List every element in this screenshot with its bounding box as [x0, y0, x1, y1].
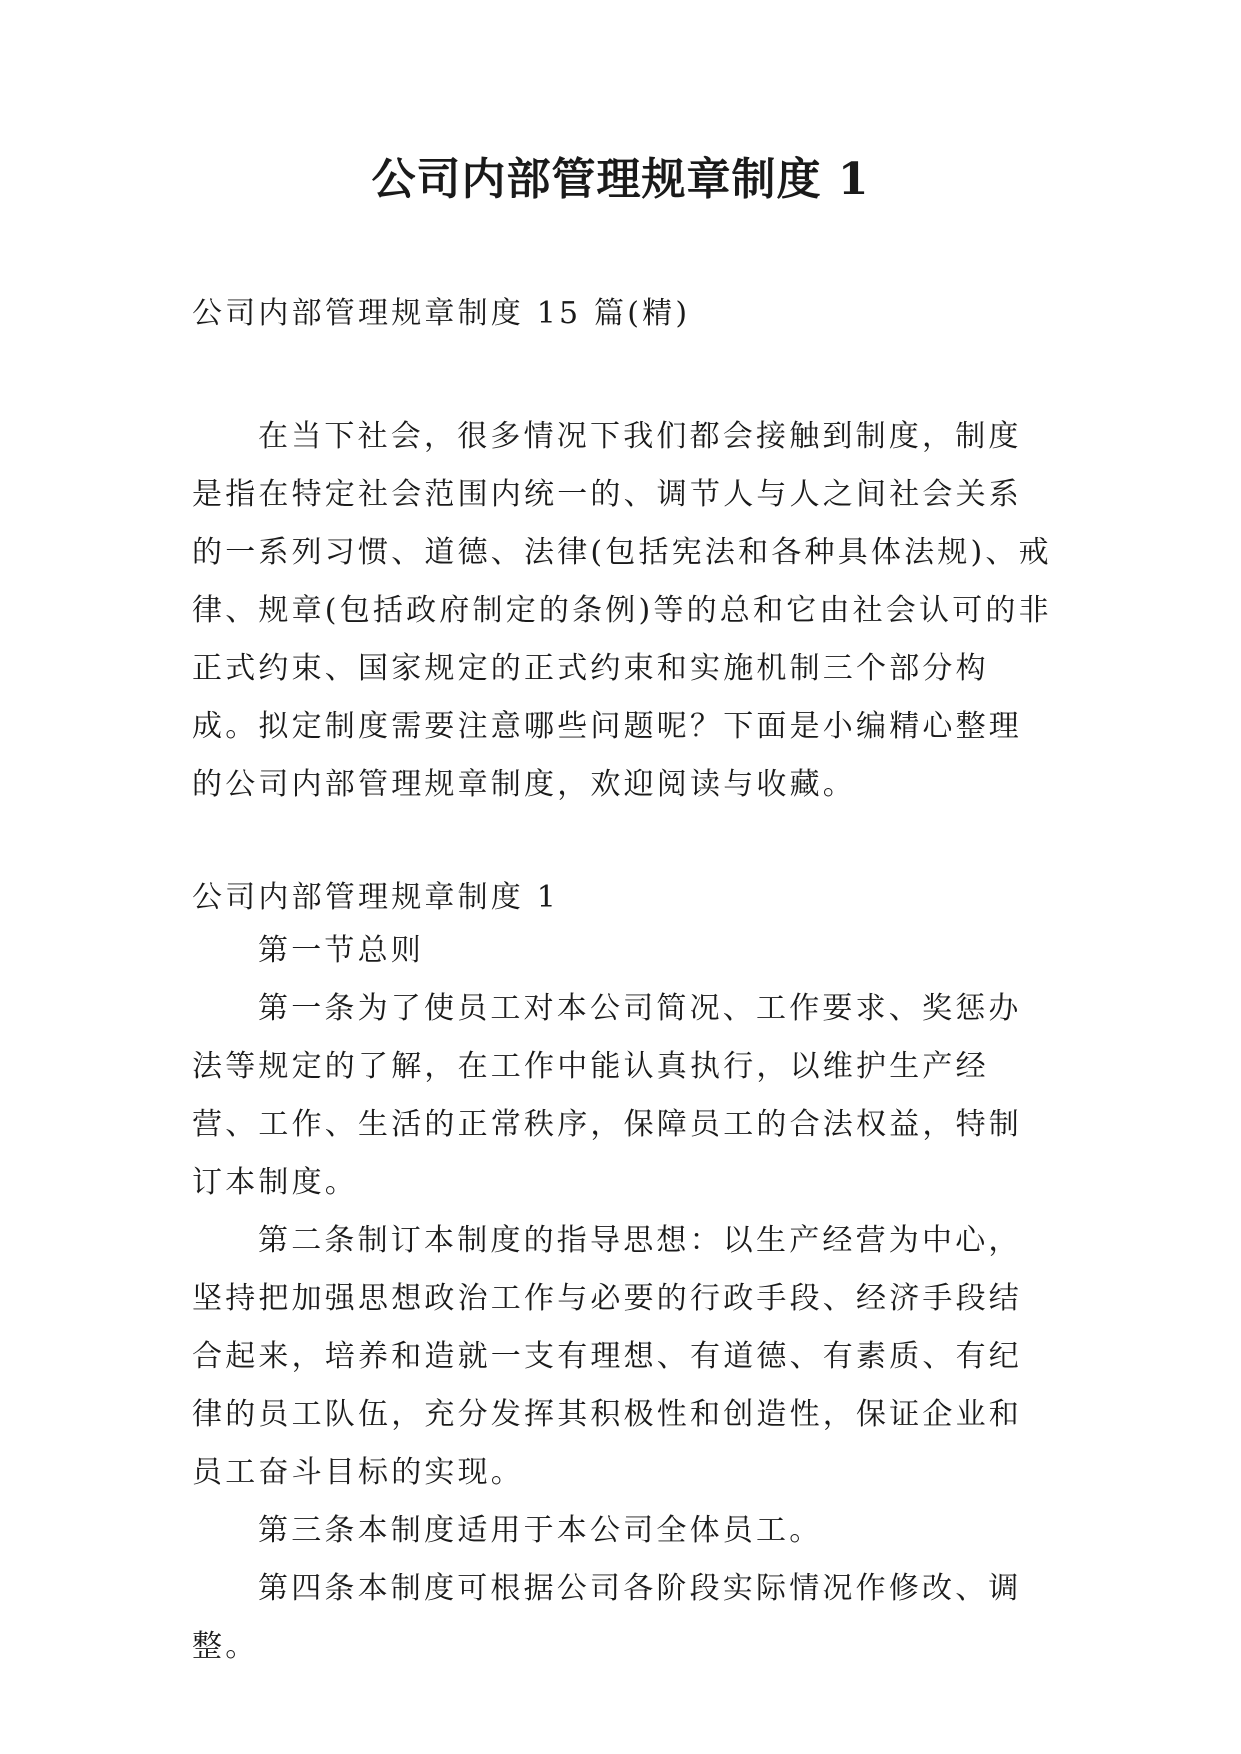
article-paragraph-4: 第四条本制度可根据公司各阶段实际情况作修改、调整。: [192, 1571, 1022, 1664]
article-paragraph-3: 第三条本制度适用于本公司全体员工。: [258, 1513, 823, 1548]
document-title: 公司内部管理规章制度 1: [371, 154, 870, 205]
article-paragraph-2: 第二条制订本制度的指导思想：以生产经营为中心，坚持把加强思想政治工作与必要的行政手段、经济手段结合起来，培养和造就一支有理想、有道德、有素质、有纪律的员工队伍，充分发挥其积极性和创造性，保证企业和员工奋斗目标的实现。: [192, 1223, 1022, 1490]
document-subtitle: 公司内部管理规章制度 15 篇(精): [192, 296, 691, 331]
section-subheading: 第一节总则: [258, 933, 424, 968]
section-body: [192, 922, 1052, 1676]
intro-paragraph: 在当下社会，很多情况下我们都会接触到制度，制度是指在特定社会范围内统一的、调节人与人之间社会关系的一系列习惯、道德、法律(包括宪法和各种具体法规)、戒律、规章(包括政府制定的条例)等的总和它由社会认可的非正式约束、国家规定的正式约束和实施机制三个部分构成。拟定制度需要注意哪些问题呢？下面是小编精心整理的公司内部管理规章制度，欢迎阅读与收藏。: [192, 419, 1052, 802]
article-paragraph-1: 第一条为了使员工对本公司简况、工作要求、奖惩办法等规定的了解，在工作中能认真执行，以维护生产经营、工作、生活的正常秩序，保障员工的合法权益，特制订本制度。: [192, 991, 1022, 1200]
section-heading: 公司内部管理规章制度 1: [192, 880, 560, 915]
